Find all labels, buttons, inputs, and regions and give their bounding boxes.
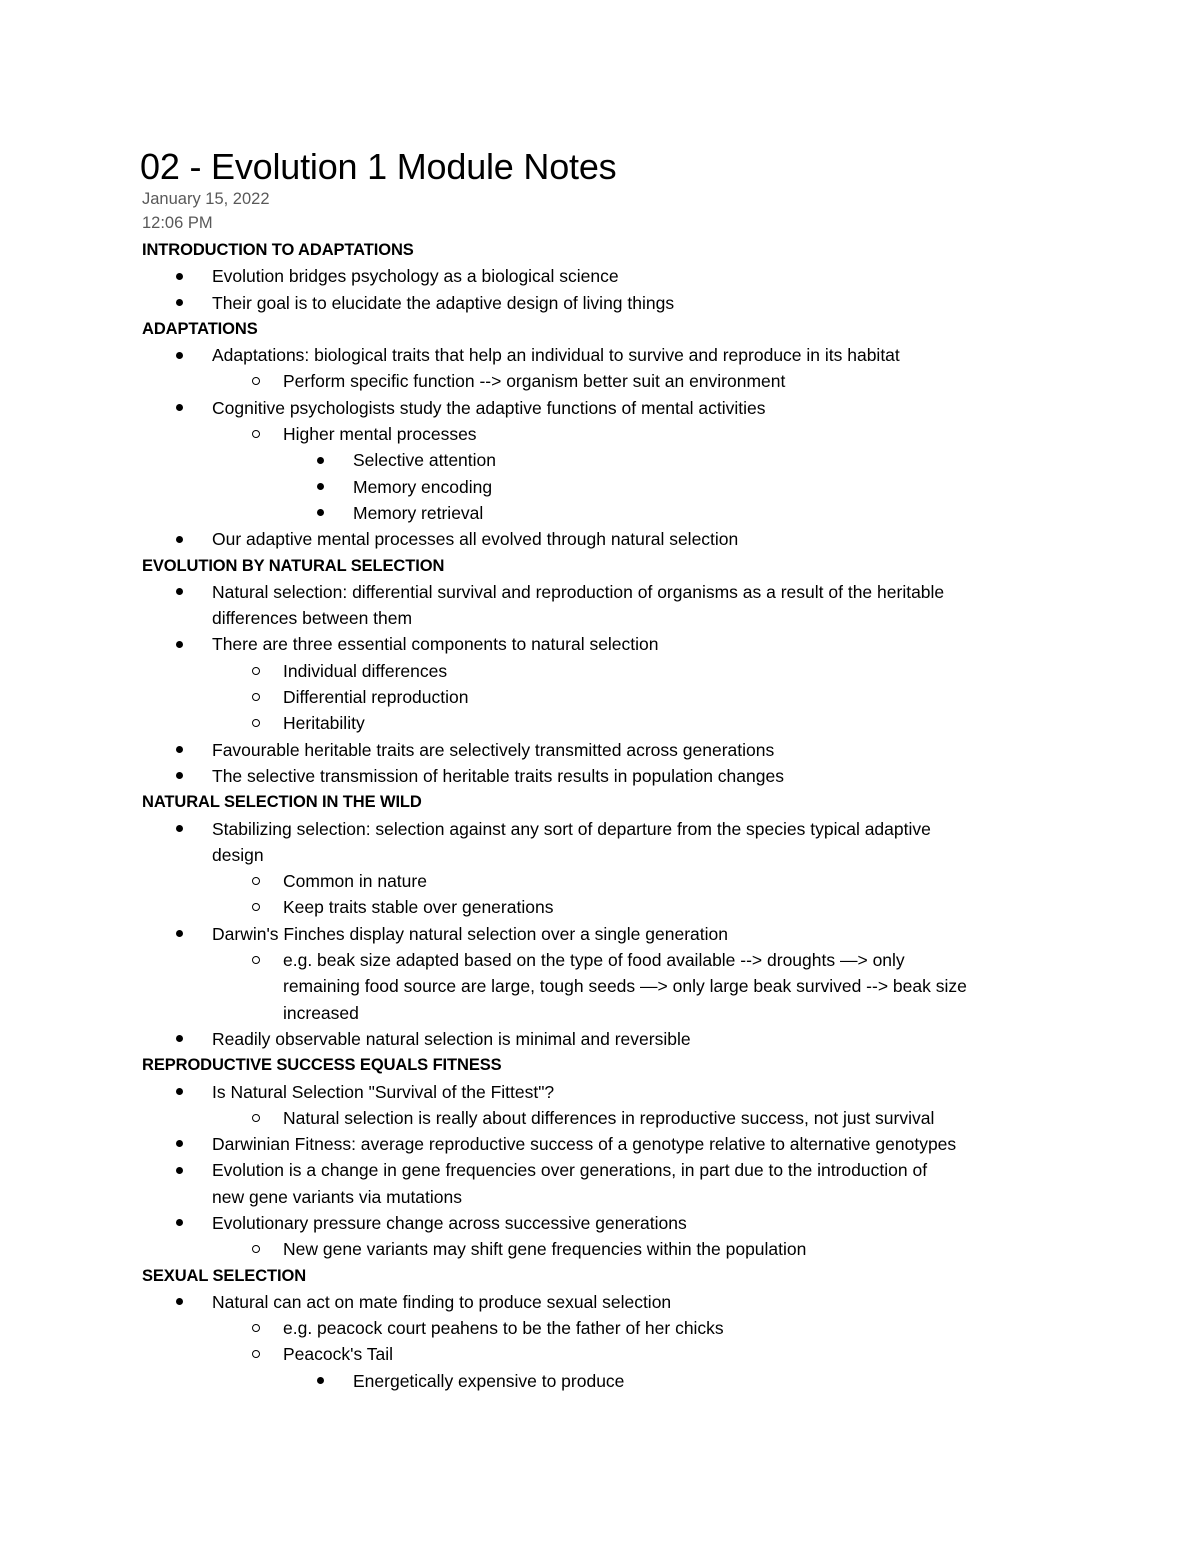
bullet-icon (176, 588, 183, 595)
list-item-text: e.g. beak size adapted based on the type of food available --> droughts —> only (283, 950, 905, 971)
hollow-bullet-icon (252, 1324, 260, 1332)
bullet-marker (249, 421, 263, 447)
bullet-marker (172, 395, 186, 421)
bullet-marker (172, 1131, 186, 1157)
hollow-bullet-icon (252, 693, 260, 701)
bullet-marker (249, 368, 263, 394)
bullet-marker (313, 474, 327, 500)
list-item (0, 684, 1200, 710)
bullet-icon (176, 1167, 183, 1174)
list-item (0, 1315, 1200, 1341)
bullet-icon (176, 1298, 183, 1305)
list-item (0, 631, 1200, 657)
bullet-marker (249, 710, 263, 736)
hollow-bullet-icon (252, 903, 260, 911)
list-item (0, 1236, 1200, 1262)
list-item-text: e.g. peacock court peahens to be the father of her chicks (283, 1318, 724, 1339)
bullet-marker (172, 1026, 186, 1052)
bullet-marker (249, 1105, 263, 1131)
bullet-icon (176, 746, 183, 753)
list-item (0, 1105, 1200, 1131)
list-item-text: Evolutionary pressure change across successive generations (212, 1212, 687, 1233)
bullet-icon (176, 536, 183, 543)
list-item (0, 1131, 1200, 1157)
list-item (0, 579, 1200, 605)
list-item-text: Our adaptive mental processes all evolved through natural selection (212, 529, 739, 550)
note-date: January 15, 2022 (142, 190, 270, 208)
note-body (0, 237, 1200, 1394)
bullet-icon (176, 1088, 183, 1095)
list-item (0, 737, 1200, 763)
bullet-marker (249, 894, 263, 920)
bullet-marker (249, 1315, 263, 1341)
list-item-text: remaining food source are large, tough seeds —> only large beak survived --> beak size (283, 976, 967, 997)
list-item (0, 421, 1200, 447)
list-item (0, 474, 1200, 500)
hollow-bullet-icon (252, 430, 260, 438)
list-item-continuation (0, 1184, 1200, 1210)
bullet-marker (172, 342, 186, 368)
section-heading: NATURAL SELECTION IN THE WILD (142, 793, 422, 812)
bullet-icon (176, 352, 183, 359)
list-item (0, 1157, 1200, 1183)
list-item (0, 1079, 1200, 1105)
list-item-text: Common in nature (283, 871, 427, 892)
bullet-marker (172, 526, 186, 552)
list-item-text: The selective transmission of heritable traits results in population changes (212, 765, 784, 786)
list-item-text: Evolution bridges psychology as a biological science (212, 266, 619, 287)
bullet-icon (317, 509, 324, 516)
list-item (0, 1341, 1200, 1367)
hollow-bullet-icon (252, 377, 260, 385)
bullet-marker (249, 684, 263, 710)
bullet-icon (317, 1377, 324, 1384)
list-item-text: design (212, 844, 264, 865)
bullet-marker (172, 921, 186, 947)
list-item-text: Perform specific function --> organism better suit an environment (283, 371, 786, 392)
bullet-icon (317, 457, 324, 464)
list-item-text: Adaptations: biological traits that help an individual to survive and reproduce in its habitat (212, 345, 900, 366)
list-item-text: Readily observable natural selection is minimal and reversible (212, 1028, 691, 1049)
bullet-icon (176, 825, 183, 832)
list-item (0, 947, 1200, 973)
list-item-text: Peacock's Tail (283, 1344, 394, 1365)
list-item-text: Cognitive psychologists study the adaptive functions of mental activities (212, 397, 766, 418)
list-item-text: Memory encoding (353, 476, 493, 497)
list-item (0, 290, 1200, 316)
bullet-icon (176, 273, 183, 280)
list-item (0, 526, 1200, 552)
bullet-marker (249, 868, 263, 894)
note-time: 12:06 PM (142, 214, 213, 232)
bullet-icon (176, 930, 183, 937)
list-item-text: Differential reproduction (283, 687, 469, 708)
bullet-marker (172, 737, 186, 763)
list-item-text: New gene variants may shift gene frequencies within the population (283, 1239, 807, 1260)
hollow-bullet-icon (252, 1350, 260, 1358)
list-item-text: Memory retrieval (353, 502, 484, 523)
list-item (0, 763, 1200, 789)
section-heading: ADAPTATIONS (142, 319, 258, 338)
list-item (0, 658, 1200, 684)
bullet-icon (176, 641, 183, 648)
list-item-text: Heritability (283, 713, 365, 734)
bullet-icon (176, 772, 183, 779)
list-item-text: Energetically expensive to produce (353, 1370, 625, 1391)
list-item-continuation (0, 842, 1200, 868)
bullet-marker (172, 263, 186, 289)
list-item-continuation (0, 605, 1200, 631)
hollow-bullet-icon (252, 1245, 260, 1253)
list-item-text: Darwin's Finches display natural selection over a single generation (212, 923, 728, 944)
list-item-text: Stabilizing selection: selection against any sort of departure from the species typical adaptive (212, 818, 931, 839)
list-item (0, 395, 1200, 421)
list-item-text: Individual differences (283, 660, 448, 681)
bullet-icon (176, 299, 183, 306)
list-item-text: There are three essential components to natural selection (212, 634, 659, 655)
bullet-marker (172, 579, 186, 605)
list-item-text: Natural selection is really about differences in reproductive success, not just survival (283, 1107, 935, 1128)
list-item (0, 816, 1200, 842)
hollow-bullet-icon (252, 956, 260, 964)
bullet-icon (317, 483, 324, 490)
list-item (0, 921, 1200, 947)
list-item-text: increased (283, 1002, 359, 1023)
list-item-text: Higher mental processes (283, 424, 477, 445)
bullet-marker (313, 447, 327, 473)
list-item-text: Their goal is to elucidate the adaptive design of living things (212, 292, 675, 313)
bullet-marker (313, 1368, 327, 1394)
list-item-text: Is Natural Selection "Survival of the Fittest"? (212, 1081, 555, 1102)
list-item-text: differences between them (212, 608, 413, 629)
bullet-icon (176, 1140, 183, 1147)
list-item (0, 710, 1200, 736)
bullet-icon (176, 1035, 183, 1042)
bullet-marker (249, 1236, 263, 1262)
section-heading: SEXUAL SELECTION (142, 1266, 307, 1285)
list-item (0, 342, 1200, 368)
hollow-bullet-icon (252, 719, 260, 727)
bullet-marker (172, 1289, 186, 1315)
list-item-text: Keep traits stable over generations (283, 897, 554, 918)
list-item (0, 447, 1200, 473)
bullet-marker (249, 947, 263, 973)
list-item-text: new gene variants via mutations (212, 1186, 462, 1207)
section-heading: REPRODUCTIVE SUCCESS EQUALS FITNESS (142, 1056, 502, 1075)
list-item-continuation (0, 973, 1200, 999)
bullet-marker (172, 1157, 186, 1183)
list-item (0, 1289, 1200, 1315)
page-title: 02 - Evolution 1 Module Notes (140, 146, 617, 187)
list-item (0, 1210, 1200, 1236)
list-item (0, 368, 1200, 394)
list-item-text: Favourable heritable traits are selectively transmitted across generations (212, 739, 775, 760)
bullet-marker (172, 290, 186, 316)
list-item (0, 1026, 1200, 1052)
list-item (0, 894, 1200, 920)
bullet-marker (172, 1210, 186, 1236)
list-item (0, 500, 1200, 526)
bullet-icon (176, 1219, 183, 1226)
list-item (0, 1368, 1200, 1394)
section-heading: INTRODUCTION TO ADAPTATIONS (142, 241, 414, 259)
bullet-icon (176, 404, 183, 411)
list-item-text: Natural selection: differential survival and reproduction of organisms as a result of the heritable (212, 581, 945, 602)
bullet-marker (172, 1079, 186, 1105)
list-item-text: Natural can act on mate finding to produce sexual selection (212, 1291, 672, 1312)
list-item-text: Selective attention (353, 450, 497, 471)
bullet-marker (172, 763, 186, 789)
hollow-bullet-icon (252, 1114, 260, 1122)
list-item (0, 868, 1200, 894)
bullet-marker (172, 816, 186, 842)
section-heading: EVOLUTION BY NATURAL SELECTION (142, 556, 445, 575)
list-item-continuation (0, 1000, 1200, 1026)
list-item (0, 263, 1200, 289)
bullet-marker (172, 631, 186, 657)
hollow-bullet-icon (252, 667, 260, 675)
hollow-bullet-icon (252, 877, 260, 885)
list-item-text: Darwinian Fitness: average reproductive success of a genotype relative to alternative genotypes (212, 1134, 957, 1155)
bullet-marker (313, 500, 327, 526)
bullet-marker (249, 658, 263, 684)
bullet-marker (249, 1341, 263, 1367)
list-item-text: Evolution is a change in gene frequencies over generations, in part due to the introduction of (212, 1160, 928, 1181)
